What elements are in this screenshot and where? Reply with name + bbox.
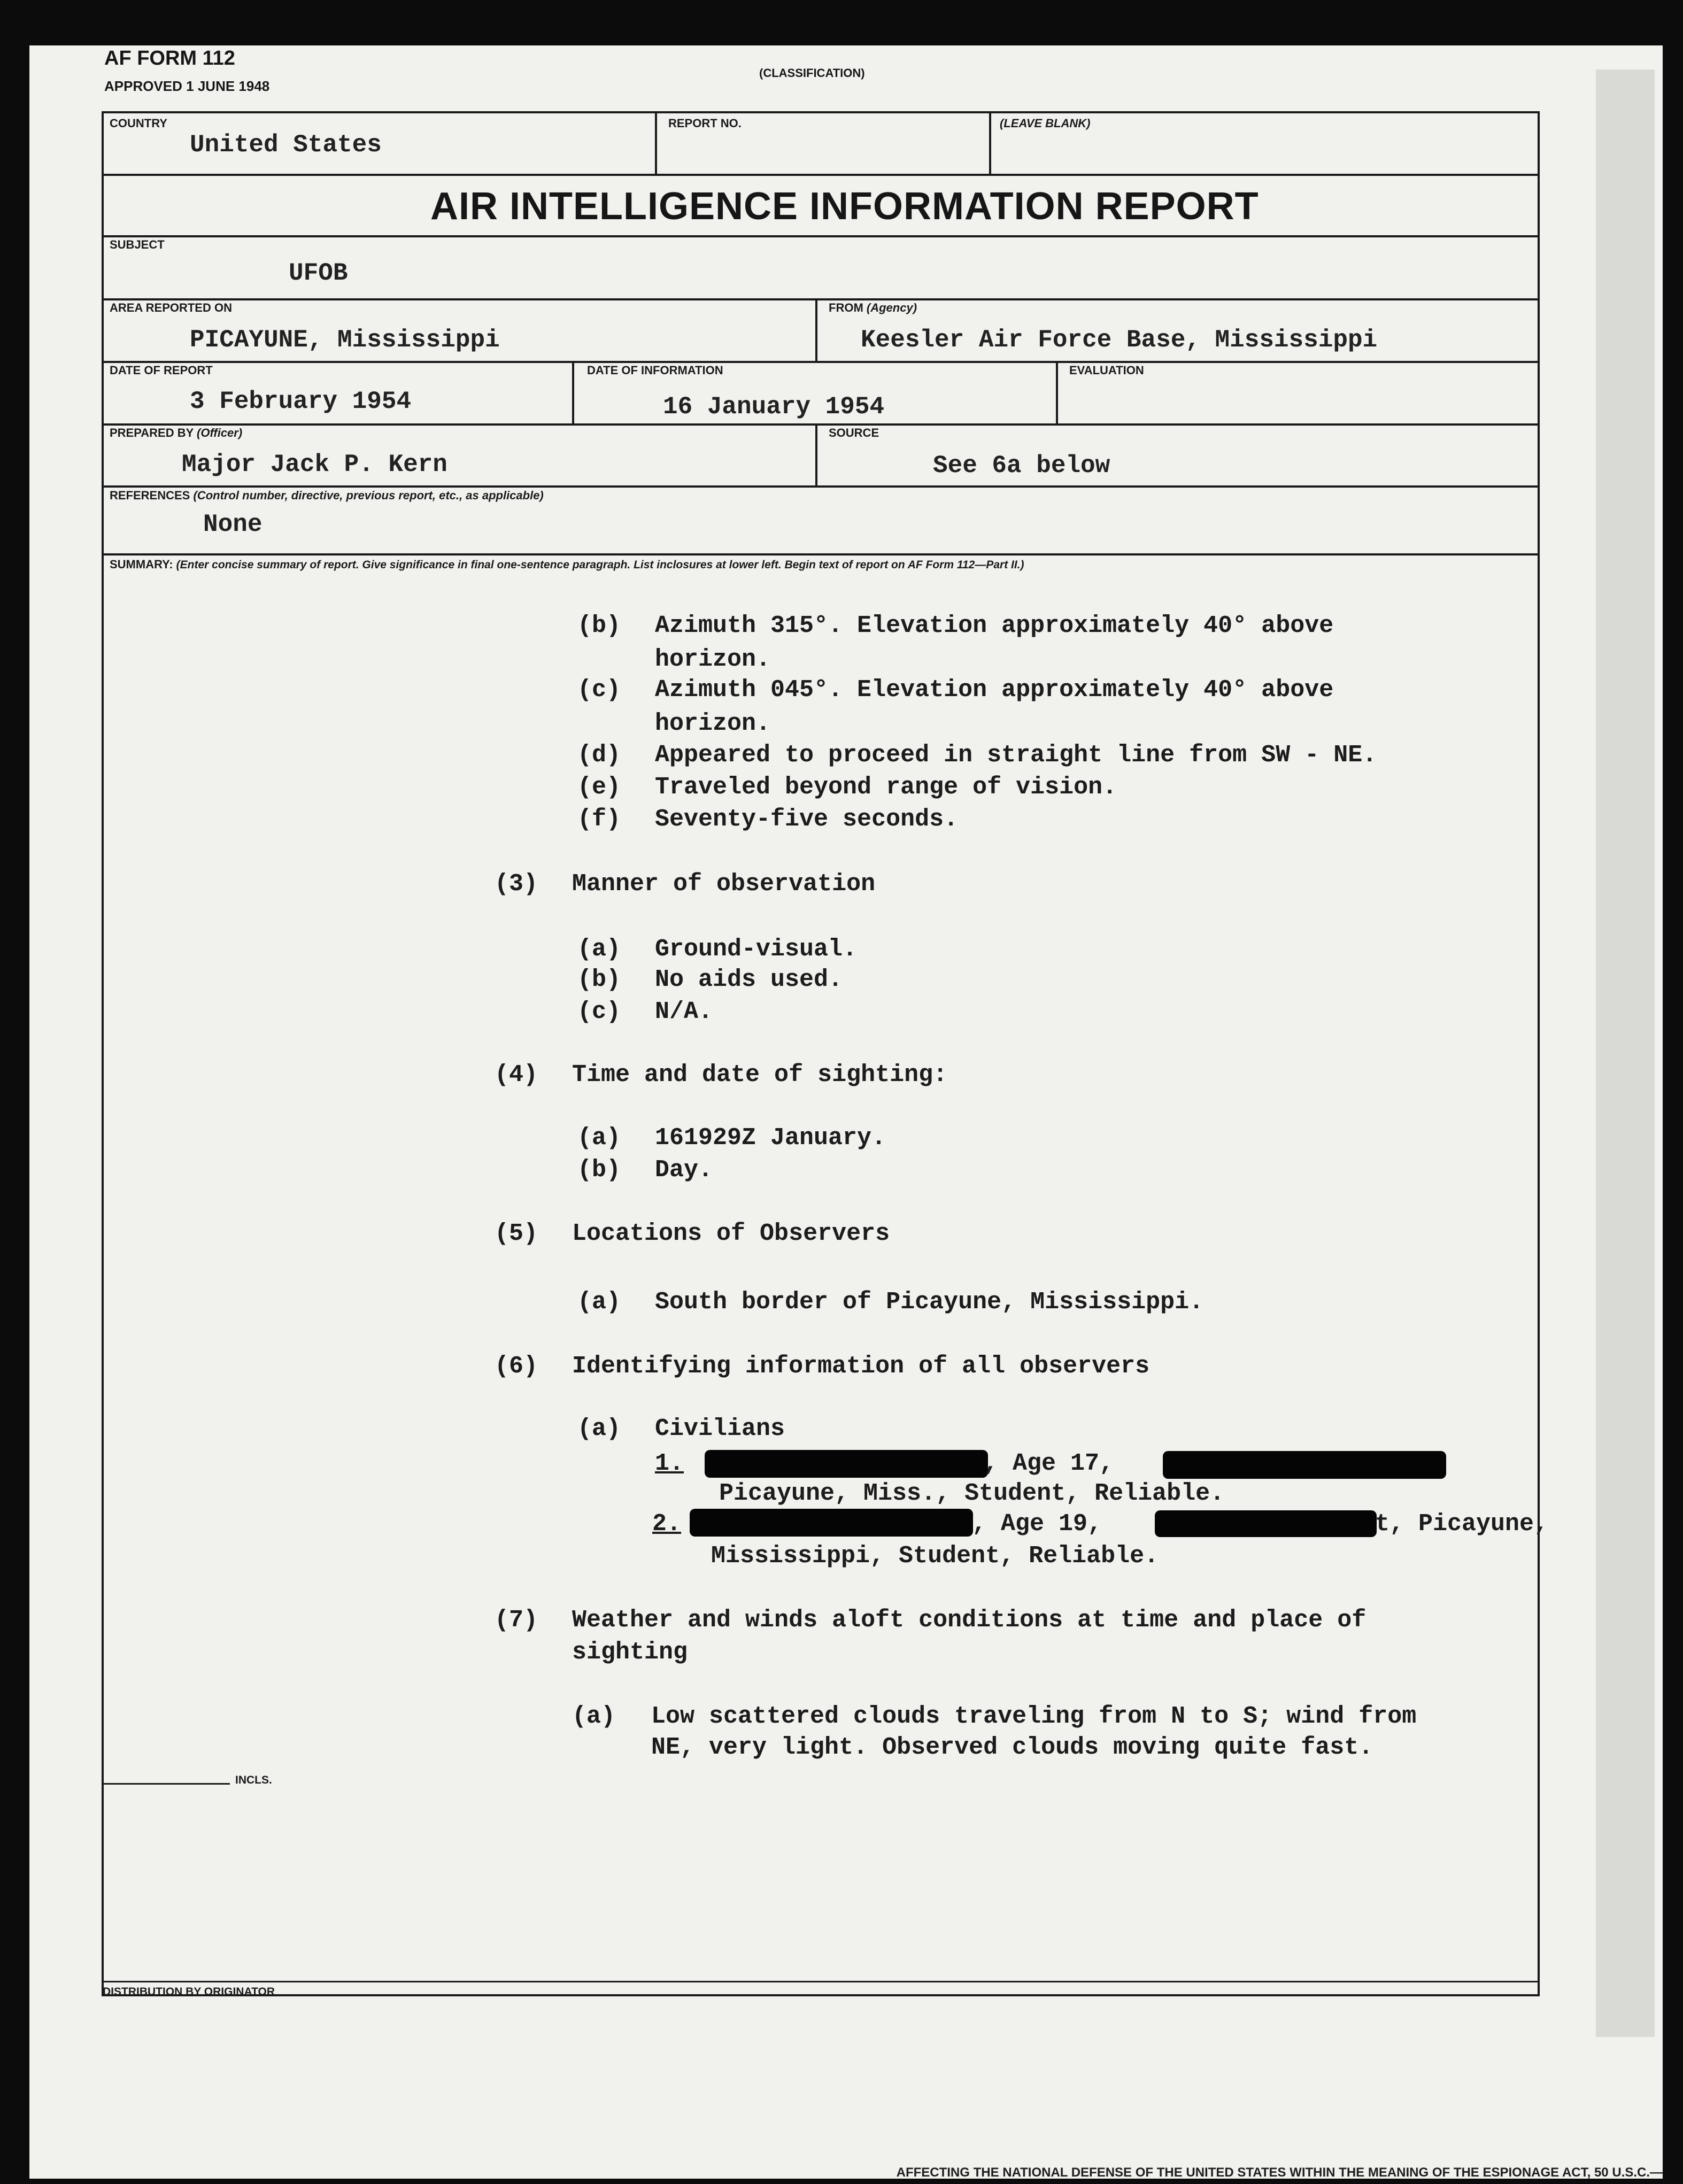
subject-label: SUBJECT (110, 238, 165, 251)
item-b-line2: horizon. (655, 646, 771, 673)
item-7a-marker: (a) (572, 1703, 616, 1730)
section-7-heading-line2: sighting (572, 1639, 688, 1666)
leave-blank-label: (LEAVE BLANK) (1000, 117, 1091, 130)
item-d-text: Appeared to proceed in straight line from SW - NE. (655, 742, 1377, 769)
item-6a-marker: (a) (577, 1415, 621, 1442)
col-divider (815, 423, 817, 485)
from-label (829, 301, 917, 315)
date-of-report-label: DATE OF REPORT (110, 364, 213, 377)
country-value: United States (190, 131, 382, 159)
form-border-top (102, 111, 1540, 113)
row-divider (102, 235, 1540, 237)
summary-label-note: (Enter concise summary of report. Give significance in final one-sentence paragraph. List inclosures at lower left. Begin text of report on AF Form 112—Part II.) (176, 559, 1024, 571)
item-6a-text: Civilians (655, 1415, 785, 1442)
section-4-heading: Time and date of sighting: (572, 1061, 948, 1089)
distribution-label: DISTRIBUTION BY ORIGINATOR (103, 1986, 275, 1998)
prepared-by-value: Major Jack P. Kern (182, 451, 447, 479)
item-3c-text: N/A. (655, 998, 713, 1025)
prepared-by-label-text: PREPARED BY (110, 426, 194, 439)
observer-1-number: 1. (655, 1450, 684, 1477)
date-of-information-value: 16 January 1954 (663, 393, 885, 421)
row-divider (102, 1981, 1540, 1982)
row-divider (102, 485, 1540, 488)
item-5a-marker: (a) (577, 1288, 621, 1316)
redaction-bar (1163, 1451, 1446, 1479)
row-divider (102, 298, 1540, 300)
item-b-line1: Azimuth 315°. Elevation approximately 40° above (655, 612, 1334, 639)
redaction-bar (690, 1509, 973, 1537)
item-b-marker: (b) (577, 612, 621, 639)
observer-1-details: Picayune, Miss., Student, Reliable. (719, 1480, 1225, 1507)
references-label-text: REFERENCES (110, 489, 190, 502)
form-id: AF FORM 112 (104, 47, 235, 70)
section-7-heading-line1: Weather and winds aloft conditions at time and place of (572, 1607, 1367, 1634)
section-7-number: (7) (495, 1607, 538, 1634)
from-label-note: (Agency) (866, 301, 917, 314)
item-5a-text: South border of Picayune, Mississippi. (655, 1288, 1204, 1316)
item-f-text: Seventy-five seconds. (655, 806, 959, 833)
observer-2-city: t, Picayune, (1375, 1510, 1549, 1538)
section-4-number: (4) (495, 1061, 538, 1089)
observer-2-number: 2. (652, 1510, 682, 1538)
area-value: PICAYUNE, Mississippi (190, 326, 500, 354)
references-label-note: (Control number, directive, previous report, etc., as applicable) (193, 489, 544, 502)
form-approved: APPROVED 1 JUNE 1948 (104, 78, 270, 94)
inclosures-line (102, 1783, 230, 1785)
summary-label (110, 558, 1024, 572)
col-divider (989, 111, 991, 174)
area-label: AREA REPORTED ON (110, 301, 232, 314)
row-divider (102, 553, 1540, 555)
redaction-bar (705, 1450, 988, 1478)
espionage-notice: AFFECTING THE NATIONAL DEFENSE OF THE UNITED STATES WITHIN THE MEANING OF THE ESPIONAGE ACT, 50 U.S.C.— (896, 2165, 1663, 2180)
col-divider (815, 298, 817, 362)
inclosures-label: INCLS. (235, 1774, 272, 1786)
item-e-text: Traveled beyond range of vision. (655, 774, 1117, 801)
row-divider (102, 174, 1540, 176)
section-5-heading: Locations of Observers (572, 1220, 890, 1247)
source-label: SOURCE (829, 426, 879, 439)
report-no-label: REPORT NO. (668, 117, 742, 130)
section-6-number: (6) (495, 1353, 538, 1380)
section-6-heading: Identifying information of all observers (572, 1353, 1150, 1380)
col-divider (1056, 361, 1058, 423)
date-of-report-value: 3 February 1954 (190, 388, 412, 415)
form-border-bottom (102, 1994, 1540, 1996)
col-divider (655, 111, 657, 174)
prepared-by-label (110, 426, 242, 440)
item-7a-line2: NE, very light. Observed clouds moving quite fast. (651, 1734, 1373, 1761)
item-3a-text: Ground-visual. (655, 936, 858, 963)
observer-1-age: , Age 17, (984, 1450, 1114, 1477)
summary-label-text: SUMMARY: (110, 558, 173, 571)
item-4a-marker: (a) (577, 1124, 621, 1152)
form-border-left (102, 111, 104, 1996)
item-c-line1: Azimuth 045°. Elevation approximately 40° above (655, 676, 1334, 704)
classification-top: (CLASSIFICATION) (759, 66, 865, 80)
references-value: None (203, 511, 263, 538)
item-c-marker: (c) (577, 676, 621, 704)
report-title: AIR INTELLIGENCE INFORMATION REPORT (430, 185, 1259, 228)
form-sheet (29, 45, 1663, 2179)
observer-2-age: , Age 19, (972, 1510, 1102, 1538)
date-of-information-label: DATE OF INFORMATION (587, 364, 723, 377)
item-7a-line1: Low scattered clouds traveling from N to S; wind from (651, 1703, 1417, 1730)
item-3b-text: No aids used. (655, 966, 843, 993)
row-divider (102, 423, 1540, 426)
item-4a-text: 161929Z January. (655, 1124, 886, 1152)
item-3a-marker: (a) (577, 936, 621, 963)
redaction-bar (1155, 1510, 1377, 1537)
item-3b-marker: (b) (577, 966, 621, 993)
section-5-number: (5) (495, 1220, 538, 1247)
observer-2-details: Mississippi, Student, Reliable. (711, 1542, 1159, 1570)
from-value: Keesler Air Force Base, Mississippi (861, 326, 1378, 354)
section-3-heading: Manner of observation (572, 870, 876, 898)
row-divider (102, 361, 1540, 363)
col-divider (572, 361, 574, 423)
references-label (110, 489, 544, 503)
source-value: See 6a below (933, 452, 1110, 480)
espionage-notice-crop (896, 2161, 1663, 2180)
item-e-marker: (e) (577, 774, 621, 801)
from-label-text: FROM (829, 301, 863, 314)
underlying-page-edge (1596, 70, 1655, 2037)
item-d-marker: (d) (577, 742, 621, 769)
item-c-line2: horizon. (655, 710, 771, 737)
item-4b-text: Day. (655, 1156, 713, 1184)
item-3c-marker: (c) (577, 998, 621, 1025)
item-4b-marker: (b) (577, 1156, 621, 1184)
prepared-by-label-note: (Officer) (197, 426, 243, 439)
subject-value: UFOB (289, 259, 348, 287)
item-f-marker: (f) (577, 806, 621, 833)
form-border-right (1538, 111, 1540, 1996)
evaluation-label: EVALUATION (1069, 364, 1144, 377)
section-3-number: (3) (495, 870, 538, 898)
country-label: COUNTRY (110, 117, 167, 130)
